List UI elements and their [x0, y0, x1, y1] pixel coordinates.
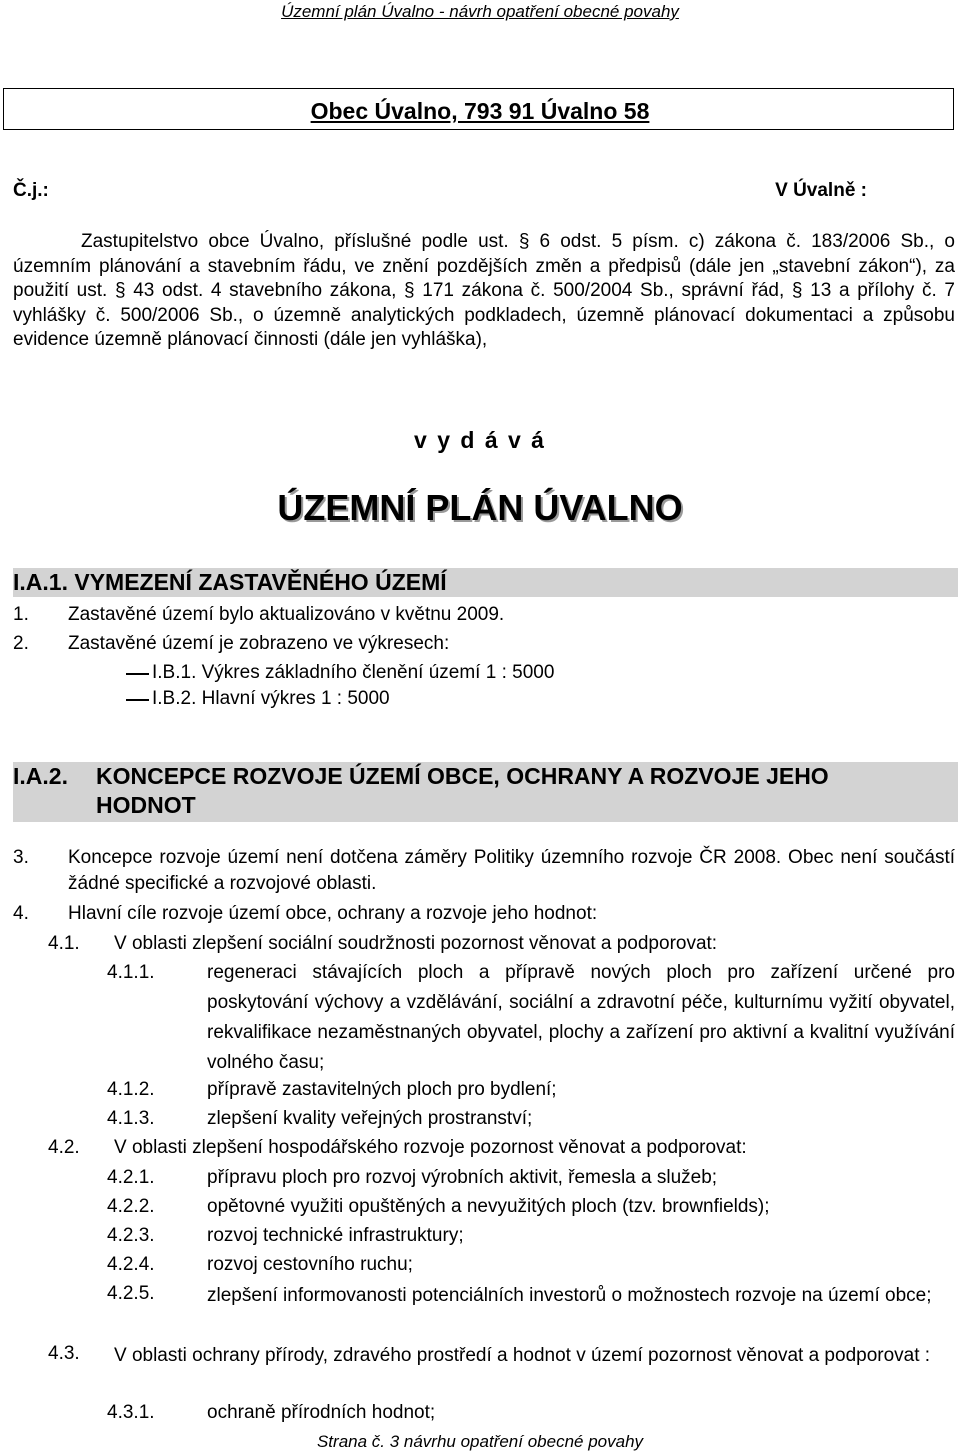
point-number: 4.2.2. [107, 1196, 155, 1217]
point-text: zlepšení informovanosti potenciálních investorů o možnostech rozvoje na území obce; [207, 1285, 932, 1306]
list-item: 3. [13, 847, 29, 868]
point-number: 4.2.5. [107, 1283, 155, 1304]
section-heading-2-text: KONCEPCE ROZVOJE ÚZEMÍ OBCE, OCHRANY A ROZVOJE JEHO HODNOT [96, 763, 829, 818]
drawing-item: I.B.1. Výkres základního členění území 1 : 5000 [152, 662, 555, 683]
list-item-text: Koncepce rozvoje území není dotčena záměry Politiky územního rozvoje ČR 2008. Obec není součástí žádné specifické a rozvojové oblasti. [68, 847, 955, 894]
point-number: 4.2.1. [107, 1167, 155, 1188]
point-text: opětovné využiti opuštěných a nevyužitých ploch (tzv. brownfields); [207, 1196, 770, 1217]
section-heading-2-number: I.A.2. [13, 763, 68, 789]
subsection-text: V oblasti zlepšení sociální soudržnosti pozornost věnovat a podporovat: [114, 933, 718, 954]
subsection-number: 4.1. [48, 933, 80, 954]
point-text: přípravě zastavitelných ploch pro bydlení; [207, 1079, 557, 1100]
item-number: 1. [13, 604, 29, 625]
intro-paragraph [13, 230, 955, 353]
reference-number-label: Č.j.: [13, 180, 49, 201]
point-text: regeneraci stávajících ploch a přípravě nových ploch pro zařízení určené pro poskytování výchovy a vzdělávání, sociální a zdravotní péče, kulturnímu vyžití obyvatel, rekvalifikace nezaměstnaných obyvatel, plochy a zařízení pro aktivní a kvalitní využívání volného času; [207, 962, 955, 1073]
intro-text: Zastupitelstvo obce Úvalno, příslušné podle ust. § 6 odst. 5 písm. c) zákona č. 183/2006 Sb., o územním plánování a stavebním řádu, ve znění pozdějších změn a předpisů (dále jen „stavební zákon“), za použití ust. § 43 odst. 4 stavebního zákona, § 171 zákona č. 500/2004 Sb., správní řád, § 13 a přílohy č. 7 vyhlášky č. 500/2006 Sb., o územně analytických podkladech, územně plánovací dokumentaci a způsobu evidence územně plánovací činnosti (dále jen vyhláška), [13, 231, 955, 350]
point-number: 4.2.3. [107, 1225, 155, 1246]
place-label: V Úvalně : [775, 180, 867, 201]
list-item-text: Hlavní cíle rozvoje území obce, ochrany a rozvoje jeho hodnot: [68, 903, 598, 924]
section-heading-2 [13, 762, 958, 822]
authority-name: Obec Úvalno, 793 91 Úvalno 58 [310, 98, 650, 124]
subsection-number: 4.2. [48, 1137, 80, 1158]
document-title: ÚZEMNÍ PLÁN ÚVALNO [277, 487, 683, 528]
point-number: 4.1.1. [107, 962, 155, 983]
dash-bullet [126, 699, 149, 701]
item-text: Zastavěné území bylo aktualizováno v květnu 2009. [68, 604, 505, 625]
page-header: Územní plán Úvalno - návrh opatření obecné povahy [281, 2, 679, 21]
point-text: ochraně přírodních hodnot; [207, 1402, 436, 1423]
section-heading-1 [13, 568, 958, 597]
subsection-text: V oblasti zlepšení hospodářského rozvoje pozornost věnovat a podporovat: [114, 1137, 747, 1158]
list-item: 4. [13, 903, 29, 924]
point-text: přípravu ploch pro rozvoj výrobních aktivit, řemesla a služeb; [207, 1167, 718, 1188]
point-number: 4.2.4. [107, 1254, 155, 1275]
point-text: rozvoj cestovního ruchu; [207, 1254, 413, 1275]
subsection-text: V oblasti ochrany přírody, zdravého prostředí a hodnot v území pozornost věnovat a podporovat : [114, 1345, 931, 1366]
item-text: Zastavěné území je zobrazeno ve výkresech: [68, 633, 450, 654]
subsection-number: 4.3. [48, 1343, 80, 1364]
point-number: 4.3.1. [107, 1402, 155, 1423]
drawing-item: I.B.2. Hlavní výkres 1 : 5000 [152, 688, 390, 709]
point-number: 4.1.2. [107, 1079, 155, 1100]
point-text: rozvoj technické infrastruktury; [207, 1225, 464, 1246]
dash-bullet [126, 673, 149, 675]
section-heading-1-text: I.A.1. VYMEZENÍ ZASTAVĚNÉHO ÚZEMÍ [13, 569, 447, 595]
issues-label: v y d á v á [414, 427, 546, 453]
item-number: 2. [13, 633, 29, 654]
point-number: 4.1.3. [107, 1108, 155, 1129]
page-footer: Strana č. 3 návrhu opatření obecné povahy [316, 1432, 644, 1451]
point-text: zlepšení kvality veřejných prostranství; [207, 1108, 533, 1129]
